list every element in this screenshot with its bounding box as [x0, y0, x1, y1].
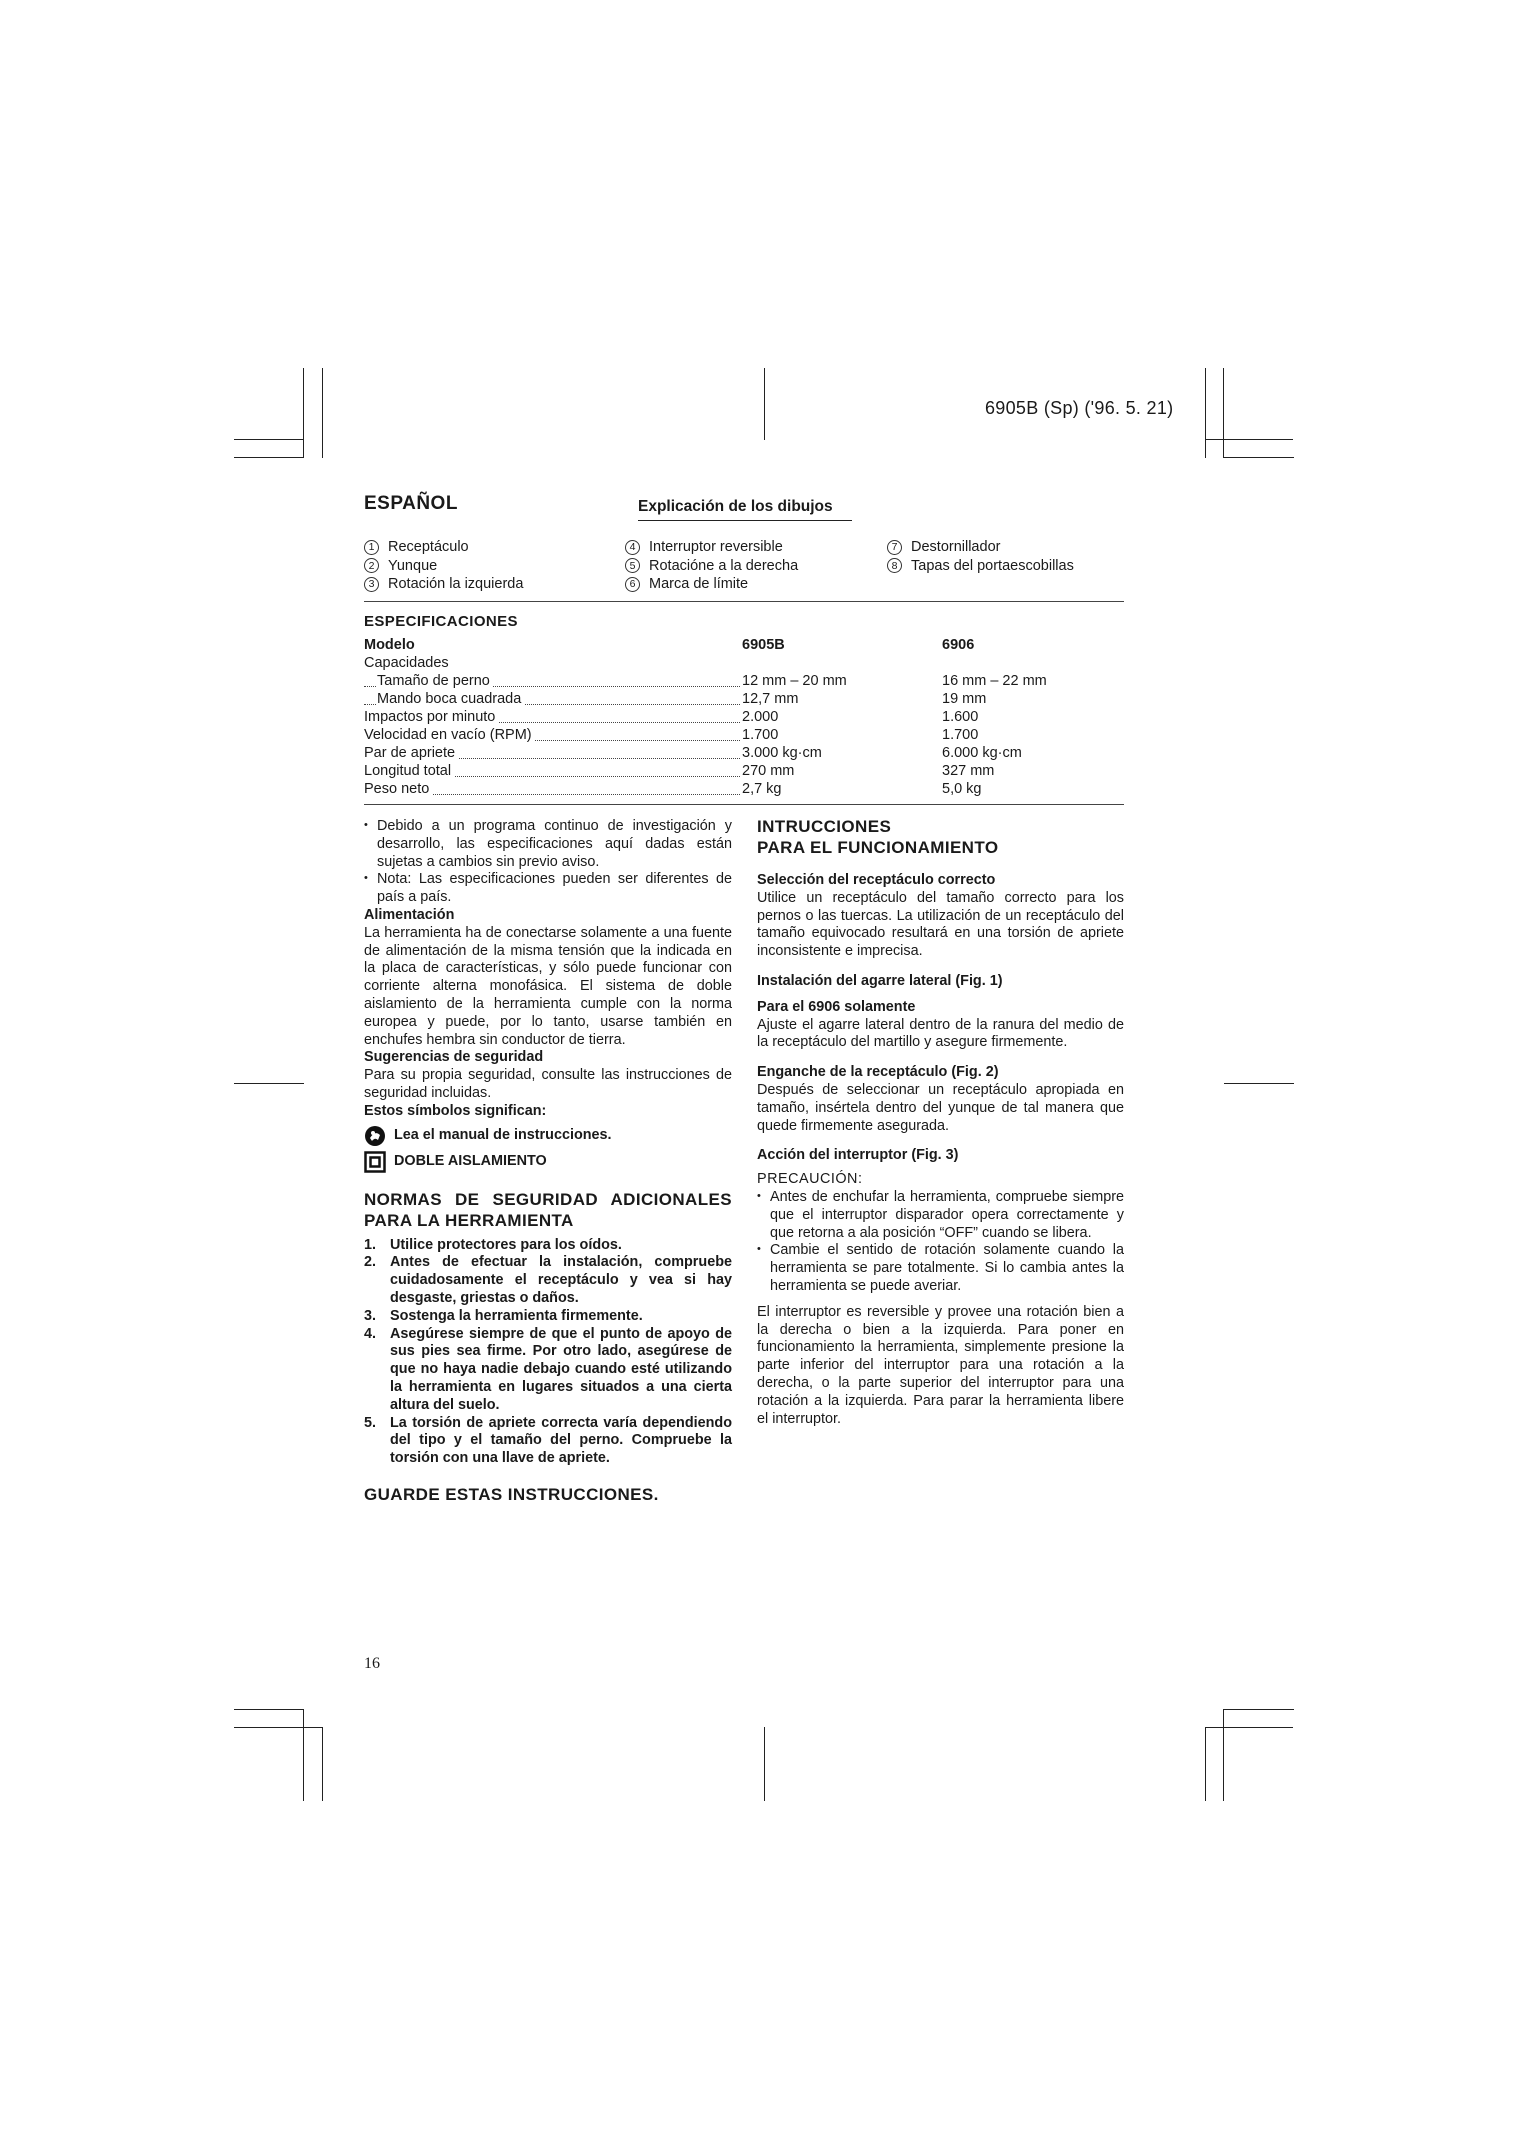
number-circle-icon: 8 — [887, 558, 902, 573]
spec-label: Par de apriete — [364, 745, 458, 761]
save-instructions-title: GUARDE ESTAS INSTRUCCIONES. — [364, 1484, 659, 1504]
legend-column-3 — [887, 538, 1074, 575]
legend-label: Rotación la izquierda — [388, 576, 524, 592]
spec-value-6905b: 270 mm — [742, 763, 795, 779]
spec-value-6906: 327 mm — [942, 763, 995, 779]
model-6905b: 6905B — [742, 637, 785, 653]
spec-value-6906: 16 mm – 22 mm — [942, 673, 1047, 689]
divider — [364, 804, 1124, 805]
symbol-meaning: DOBLE AISLAMIENTO — [394, 1152, 547, 1169]
legend-item — [625, 575, 798, 594]
spec-value-6906: 1.700 — [942, 727, 979, 743]
socket-selection-text: Utilice un receptáculo del tamaño correcto para los pernos o las tuercas. La utilización de un receptáculo del tamaño equivocado resultará en una torsión de apriete inconsistente e imprecisa. — [757, 889, 1124, 960]
page-number: 16 — [364, 1655, 380, 1672]
specs-row — [364, 780, 1124, 798]
number-circle-icon: 6 — [625, 577, 640, 592]
safety-text: Para su propia seguridad, consulte las instrucciones de seguridad incluidas. — [364, 1067, 732, 1101]
caution-item: • Antes de enchufar la herramienta, compruebe siempre que el interruptor disparador opera correctamente y que retorna a ala posición “OFF” cuando se libera. — [757, 1189, 1124, 1242]
rules-title: NORMAS DE SEGURIDAD ADICIONALES PARA LA HERRAMIENTA — [364, 1189, 732, 1230]
legend-label: Receptáculo — [388, 539, 469, 555]
legend-column-1 — [364, 538, 523, 594]
spec-value-6905b: 12,7 mm — [742, 691, 799, 707]
legend-label: Rotacióne a la derecha — [649, 557, 799, 574]
specs-row — [364, 672, 1124, 690]
specs-row — [364, 744, 1124, 762]
symbols-title: Estos símbolos significan: — [364, 1102, 547, 1119]
specs-row — [364, 708, 1124, 726]
legend-column-2 — [625, 538, 798, 594]
capacities-label: Capacidades — [364, 655, 452, 671]
list-item: 3. Sostenga la herramienta firmemente. — [364, 1307, 643, 1324]
spec-value-6905b: 3.000 kg·cm — [742, 745, 822, 761]
socket-install-title: Enganche de la receptáculo (Fig. 2) — [757, 1064, 999, 1081]
read-manual-icon — [364, 1125, 386, 1147]
document-code: 6905B (Sp) ('96. 5. 21) — [985, 398, 1174, 418]
legend-item — [625, 557, 798, 576]
spec-value-6906: 6.000 kg·cm — [942, 745, 1022, 761]
language-title: ESPAÑOL — [364, 493, 458, 514]
side-grip-subtitle: Para el 6906 solamente — [757, 998, 916, 1015]
right-column — [757, 816, 1124, 1428]
legend-label: Interruptor reversible — [649, 539, 783, 555]
spec-label: Velocidad en vacío (RPM) — [364, 727, 535, 743]
number-circle-icon: 2 — [364, 558, 379, 573]
spec-value-6905b: 1.700 — [742, 727, 779, 743]
spec-value-6906: 19 mm — [942, 691, 987, 707]
symbol-row — [364, 1151, 732, 1173]
double-insulation-icon — [364, 1151, 386, 1173]
spec-value-6906: 5,0 kg — [942, 781, 982, 797]
number-circle-icon: 4 — [625, 540, 640, 555]
power-title: Alimentación — [364, 906, 455, 923]
number-circle-icon: 5 — [625, 558, 640, 573]
specs-row — [364, 654, 1124, 672]
legend-item — [364, 557, 523, 576]
legend-title: Explicación de los dibujos — [638, 498, 852, 521]
model-6906: 6906 — [942, 637, 975, 653]
specs-table — [364, 636, 1124, 798]
socket-install-text: Después de seleccionar un receptáculo apropiada en tamaño, insértela dentro del yunque de tal manera que quede firmemente asegurada. — [757, 1081, 1124, 1134]
symbol-meaning: Lea el manual de instrucciones. — [394, 1126, 612, 1143]
safety-title: Sugerencias de seguridad — [364, 1049, 544, 1066]
specs-model-label: Modelo — [364, 637, 418, 653]
spec-label: Impactos por minuto — [364, 709, 498, 725]
operation-title: INTRUCCIONES — [757, 817, 892, 836]
legend-label: Yunque — [388, 557, 438, 574]
caution-label: PRECAUCIÓN: — [757, 1171, 863, 1188]
left-column — [364, 818, 732, 1505]
legend-item — [364, 538, 523, 557]
number-circle-icon: 3 — [364, 577, 379, 592]
spec-value-6905b: 2.000 — [742, 709, 779, 725]
legend-label: Marca de límite — [649, 576, 749, 592]
rules-list — [364, 1237, 732, 1468]
spec-note: • Debido a un programa continuo de investigación y desarrollo, las especificaciones aquí dadas están sujetas a cambios sin previo aviso. — [364, 818, 732, 871]
spec-label: Peso neto — [364, 781, 432, 797]
list-item: 5. La torsión de apriete correcta varía dependiendo del tipo y el tamaño del perno. Compruebe la torsión con una llave de apriete. — [364, 1414, 732, 1467]
divider — [364, 601, 1124, 602]
spec-value-6905b: 12 mm – 20 mm — [742, 673, 847, 689]
power-text: La herramienta ha de conectarse solamente a una fuente de alimentación de la misma tensión que la indicada en la placa de características, y sólo puede funcionar con corriente alterna monofásica. El sistema de doble aislamiento de la herramienta cumple con la norma europea y puede, por lo tanto, usarse también en enchufes hembra sin conductor de tierra. — [364, 924, 732, 1048]
legend-label: Destornillador — [911, 539, 1001, 555]
legend-item — [625, 538, 798, 557]
legend-label: Tapas del portaescobillas — [911, 557, 1074, 574]
symbol-row — [364, 1125, 732, 1147]
specs-row — [364, 762, 1124, 780]
specs-header-row — [364, 636, 1124, 654]
spec-note: • Nota: Las especificaciones pueden ser diferentes de país a país. — [364, 871, 732, 907]
specs-row — [364, 690, 1124, 708]
legend-item — [887, 557, 1074, 576]
side-grip-title: Instalación del agarre lateral (Fig. 1) — [757, 972, 1003, 989]
number-circle-icon: 7 — [887, 540, 902, 555]
switch-title: Acción del interruptor (Fig. 3) — [757, 1147, 959, 1164]
spec-label: Mando boca cuadrada — [377, 691, 524, 707]
spec-label: Tamaño de perno — [377, 673, 493, 689]
side-grip-text: Ajuste el agarre lateral dentro de la ranura del medio de la receptáculo del martillo y asegure firmemente. — [757, 1016, 1124, 1051]
list-item: 2. Antes de efectuar la instalación, compruebe cuidadosamente el receptáculo y vea si hay desgaste, griestas o daños. — [364, 1254, 732, 1306]
socket-selection-title: Selección del receptáculo correcto — [757, 872, 996, 888]
list-item: 4. Asegúrese siempre de que el punto de apoyo de sus pies sea firme. Por otro lado, asegúrese de que no haya nadie debajo cuando esté utilizando la herramienta en lugares situados a una cierta altura del suelo. — [364, 1325, 732, 1413]
list-item: 1. Utilice protectores para los oídos. — [364, 1236, 622, 1253]
operation-title: PARA EL FUNCIONAMIENTO — [757, 838, 999, 857]
legend-item — [887, 538, 1074, 557]
switch-text: El interruptor es reversible y provee una rotación bien a la derecha o bien a la izquierda. Para poner en funcionamiento la herramienta, simplemente presione la parte inferior del interruptor para una rotación a la derecha, o la parte superior del interruptor para una rotación a la izquierda. Para parar la herramienta libere el interruptor. — [757, 1303, 1124, 1427]
specs-title: ESPECIFICACIONES — [364, 613, 518, 630]
caution-item: • Cambie el sentido de rotación solamente cuando la herramienta se pare totalmente. Si lo cambia antes la herramienta se puede averiar. — [757, 1242, 1124, 1295]
spec-value-6906: 1.600 — [942, 709, 979, 725]
spec-value-6905b: 2,7 kg — [742, 781, 782, 797]
spec-label: Longitud total — [364, 763, 454, 779]
number-circle-icon: 1 — [364, 540, 379, 555]
specs-row — [364, 726, 1124, 744]
legend-item — [364, 575, 523, 594]
